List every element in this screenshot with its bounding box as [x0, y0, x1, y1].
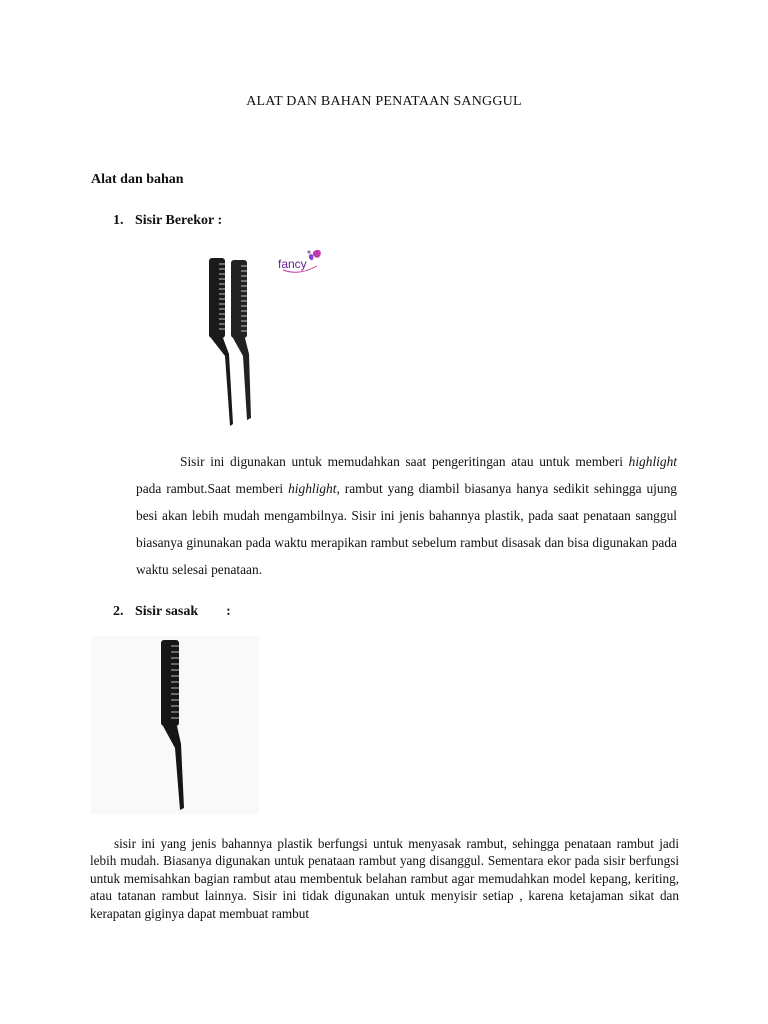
item-1-description-highlight-1: highlight — [628, 454, 677, 469]
item-1-description-part-2: pada rambut.Saat memberi — [136, 481, 289, 496]
rattail-comb-pair-illustration — [137, 246, 332, 434]
fancy-logo — [278, 250, 321, 272]
comb-left-shape — [209, 258, 233, 426]
list-item-1-label: Sisir Berekor : — [135, 213, 223, 228]
item-1-description-highlight-2: highlight — [288, 481, 337, 496]
list-item-1-heading — [113, 213, 222, 229]
teasing-comb-shape — [161, 640, 184, 810]
item-1-description-part-1: Sisir ini digunakan untuk memudahkan saat pengeritingan atau untuk memberi — [180, 454, 629, 469]
comb-right-shape — [231, 260, 251, 420]
fancy-logo-text: fancy — [278, 257, 307, 271]
item-1-description — [136, 448, 677, 583]
list-item-2-colon: : — [226, 604, 231, 619]
document-title: ALAT DAN BAHAN PENATAAN SANGGUL — [246, 94, 522, 109]
section-heading: Alat dan bahan — [91, 172, 184, 187]
list-item-2-heading — [113, 604, 231, 620]
item-1-description-part-3: , rambut yang diambil biasanya hanya sedikit sehingga ujung besi akan lebih mudah mengambilnya. Sisir ini jenis bahannya plastik, pada saat penataan sanggul biasanya ginunakan pada waktu merapikan rambut sebelum rambut disasak dan bisa digunakan pada waktu selesai penataan. — [136, 481, 677, 577]
teasing-comb-image — [91, 636, 259, 814]
list-item-2-number: 2. — [113, 604, 124, 619]
rattail-comb-image — [137, 246, 332, 434]
item-2-description: sisir ini yang jenis bahannya plastik berfungsi untuk menyasak rambut, sehingga penataan rambut jadi lebih mudah. Biasanya digunakan untuk penataan rambut yang disanggul. Sementara ekor pada sisir berfungsi untuk memisahkan bagian rambut atau membentuk belahan rambut agar memudahkan model kepang, keriting, atau tatanan rambut lainnya. Sisir ini tidak digunakan untuk menyisir setiap , karena ketajaman sikat dan kerapatan giginya dapat membuat rambut — [90, 836, 679, 921]
list-item-2-label: Sisir sasak — [135, 604, 199, 619]
list-item-1-number: 1. — [113, 213, 124, 228]
teasing-comb-illustration — [91, 636, 259, 814]
